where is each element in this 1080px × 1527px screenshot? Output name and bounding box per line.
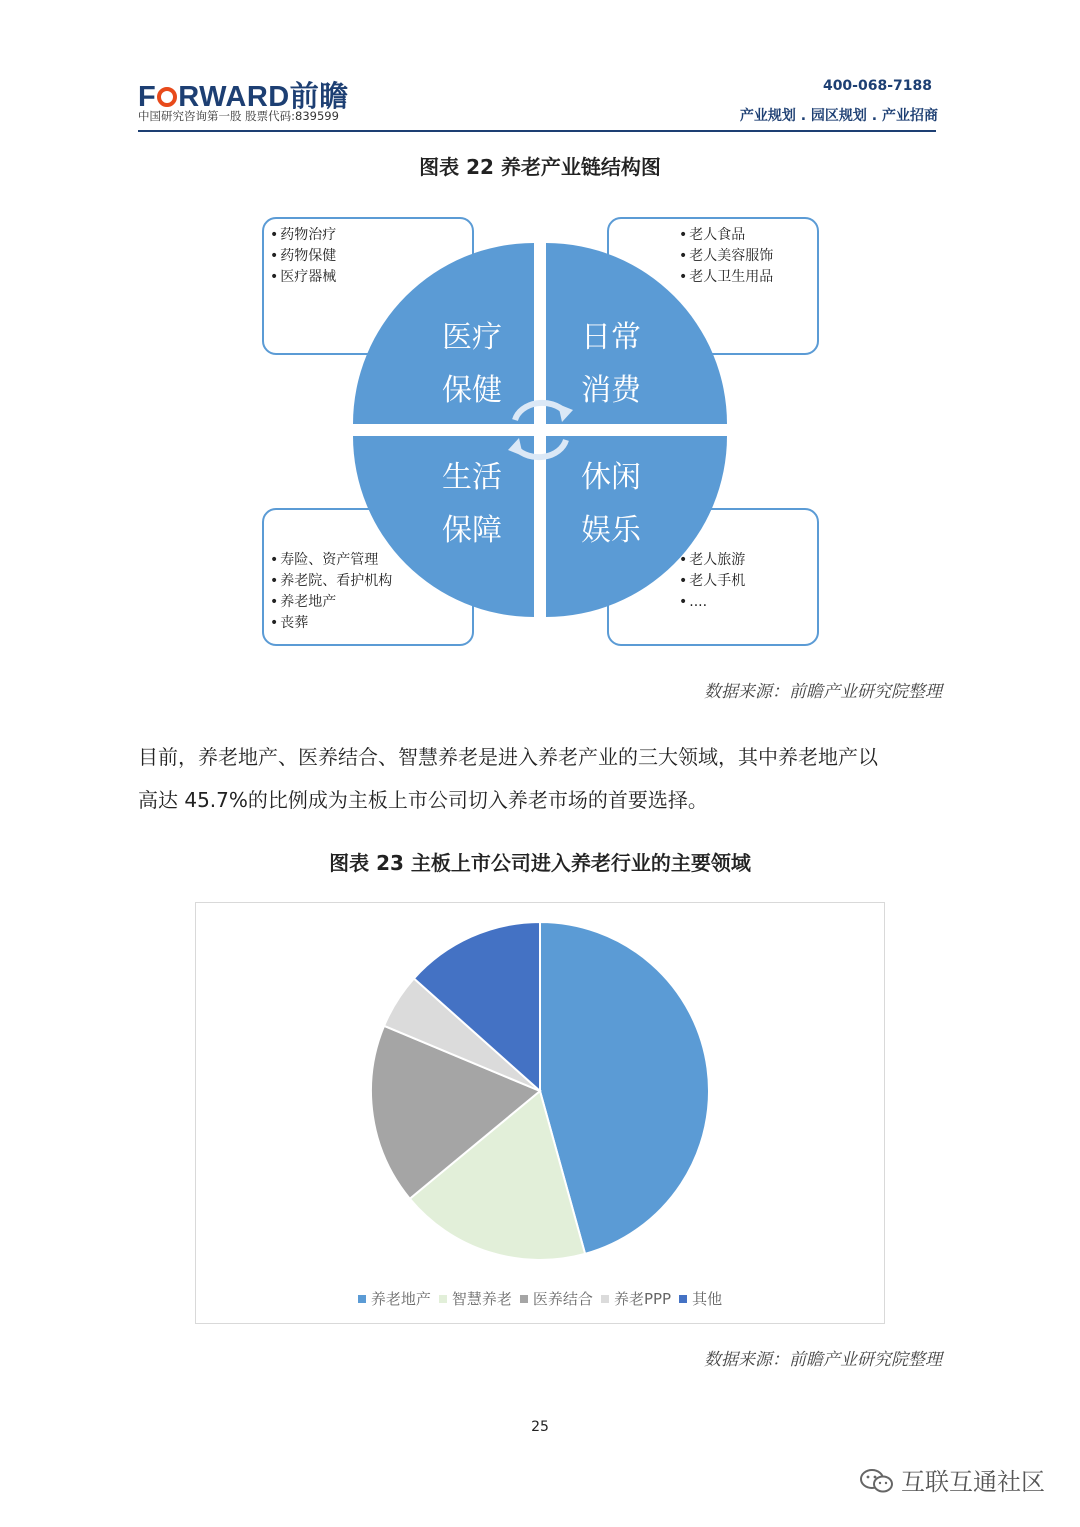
legend-item	[679, 1288, 722, 1309]
legend-item	[520, 1288, 593, 1309]
quadrant-leisure-line1: 休闲	[581, 460, 641, 495]
cycle-arrows-icon	[508, 403, 573, 457]
quadrant-medical-line1: 医疗	[442, 320, 502, 355]
legend-item	[601, 1288, 671, 1309]
daily-item: • 老人美容服饰	[679, 246, 773, 267]
paragraph-line2: 高达 45.7%的比例成为主板上市公司切入养老市场的首要选择。	[138, 788, 708, 812]
watermark-text: 互联互通社区	[901, 1468, 1045, 1496]
quadrant-living-line1: 生活	[442, 460, 502, 495]
figure22-source: 数据来源：前瞻产业研究院整理	[704, 682, 942, 702]
legend-swatch	[439, 1295, 447, 1303]
living-item: • 养老院、看护机构	[270, 571, 392, 592]
legend-label: 养老PPP	[613, 1290, 672, 1308]
daily-item: • 老人食品	[679, 225, 773, 246]
wechat-icon	[859, 1468, 895, 1494]
legend-label: 养老地产	[370, 1290, 431, 1308]
legend-swatch	[358, 1295, 366, 1303]
legend-swatch	[601, 1295, 609, 1303]
medical-item: • 药物治疗	[270, 225, 336, 246]
chart-legend	[195, 1288, 885, 1309]
leisure-item: • ....	[679, 592, 745, 613]
pie-chart	[195, 902, 885, 1282]
page-number: 25	[531, 1419, 549, 1435]
legend-item	[358, 1288, 431, 1309]
legend-swatch	[520, 1295, 528, 1303]
figure23-title: 图表 23 主板上市公司进入养老行业的主要领域	[329, 851, 751, 875]
body-paragraph	[138, 736, 948, 822]
legend-label: 医养结合	[532, 1290, 593, 1308]
header-slogan: 产业规划 . 园区规划 . 产业招商	[739, 108, 938, 124]
legend-item	[439, 1288, 512, 1309]
quadrant-daily-line1: 日常	[581, 320, 641, 355]
figure23-source: 数据来源：前瞻产业研究院整理	[704, 1350, 942, 1370]
paragraph-line1: 目前，养老地产、医养结合、智慧养老是进入养老产业的三大领域，其中养老地产以	[138, 745, 878, 769]
leisure-item: • 老人旅游	[679, 550, 745, 571]
company-logo: F RWARD前瞻	[138, 81, 349, 113]
phone-number: 400-068-7188	[822, 78, 932, 94]
figure22-title: 图表 22 养老产业链结构图	[419, 155, 661, 179]
wechat-watermark	[859, 1462, 1045, 1497]
medical-item: • 药物保健	[270, 246, 336, 267]
medical-item: • 医疗器械	[270, 267, 336, 288]
quadrant-living-line2: 保障	[442, 513, 502, 548]
quadrant-daily-line2: 消费	[581, 373, 641, 408]
daily-item: • 老人卫生用品	[679, 267, 773, 288]
leisure-item: • 老人手机	[679, 571, 745, 592]
industry-chain-diagram	[0, 0, 1080, 700]
quadrant-leisure-line2: 娱乐	[581, 513, 641, 548]
quadrant-medical-line2: 保健	[442, 373, 502, 408]
living-item: • 养老地产	[270, 592, 392, 613]
living-item: • 丧葬	[270, 613, 392, 634]
legend-label: 智慧养老	[451, 1290, 512, 1308]
legend-swatch	[679, 1295, 687, 1303]
company-tagline: 中国研究咨询第一股 股票代码:839599	[138, 109, 339, 123]
living-item: • 寿险、资产管理	[270, 550, 392, 571]
legend-label: 其他	[692, 1290, 723, 1308]
